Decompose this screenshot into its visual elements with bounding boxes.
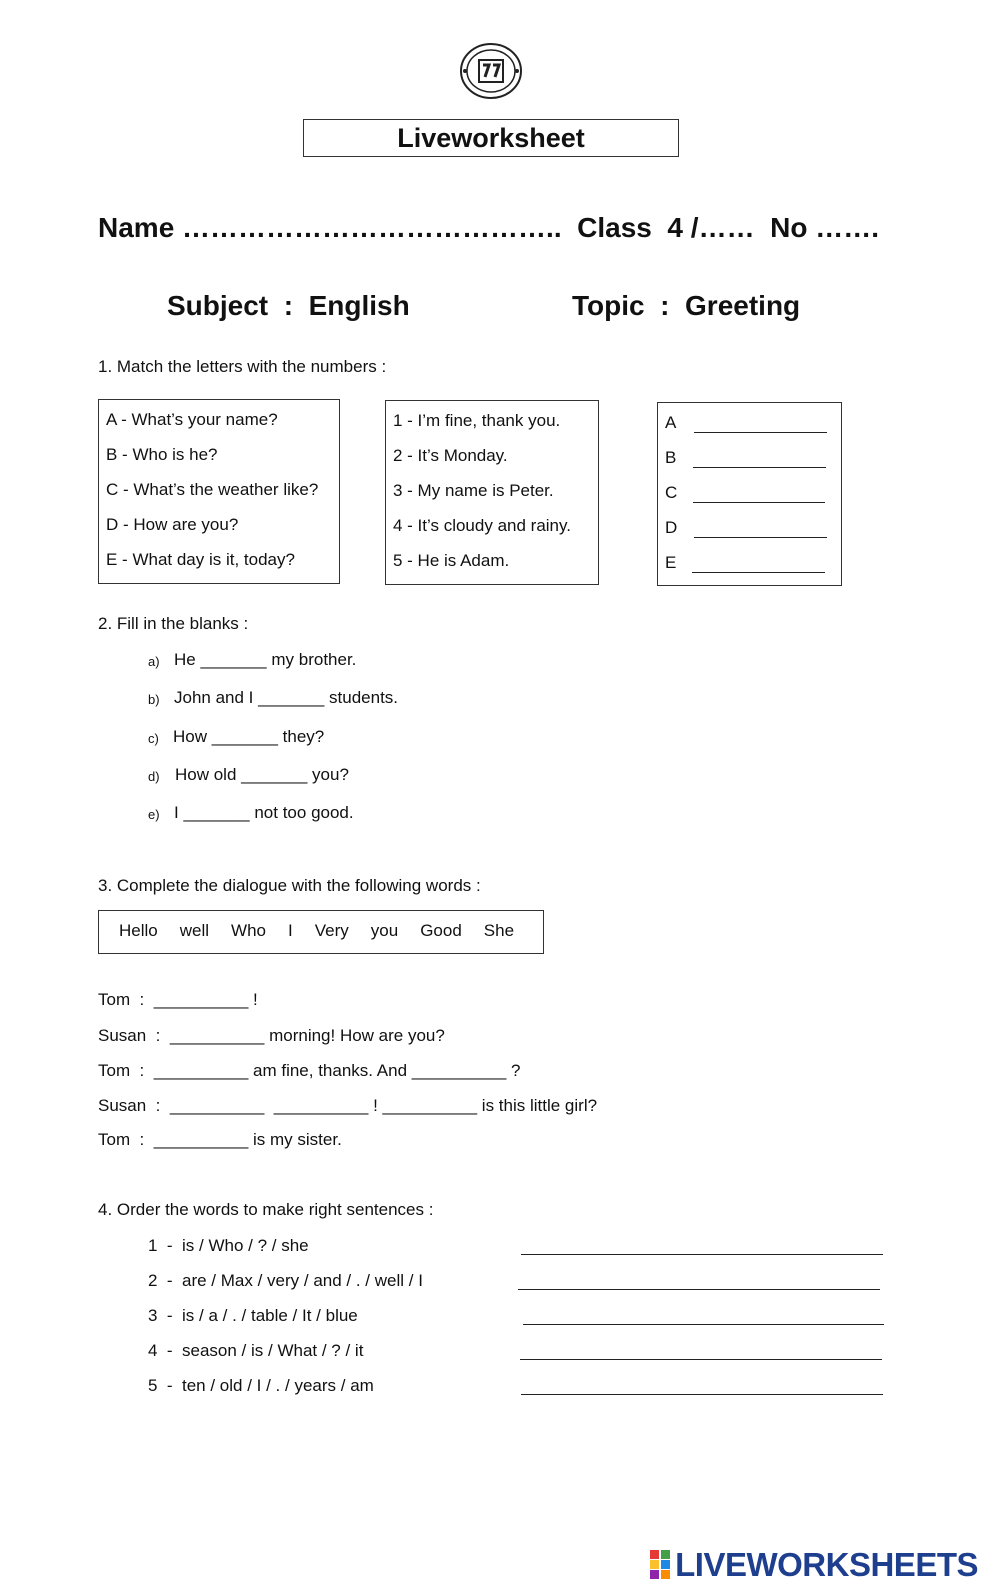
worksheet-title: Liveworksheet	[303, 119, 679, 157]
item-label: d)	[148, 769, 160, 784]
match-blank-a[interactable]	[694, 432, 827, 433]
match-answer-box	[657, 402, 842, 586]
answer-item: 3 - My name is Peter.	[393, 481, 554, 500]
word-bank-item: Who	[231, 921, 267, 940]
word-bank	[98, 910, 544, 954]
subject-label: Subject : English	[167, 290, 410, 321]
order-item: 5 - ten / old / I / . / years / am	[148, 1376, 374, 1395]
fill-blank-sentence[interactable]: He _______ my brother.	[174, 650, 357, 669]
match-letter: E	[665, 553, 677, 572]
word-bank-item: I	[288, 921, 293, 940]
answer-item: 4 - It’s cloudy and rainy.	[393, 516, 571, 535]
dialogue-line[interactable]: Tom : __________ is my sister.	[98, 1130, 342, 1149]
word-bank-item: you	[370, 921, 399, 940]
questions-box	[98, 399, 340, 584]
liveworksheets-brand	[650, 1546, 978, 1584]
name-class-line: Name ………………………………….. Class 4 /…… No …….	[98, 212, 880, 243]
word-bank-item: well	[179, 921, 210, 940]
word-bank-item: Very	[314, 921, 349, 940]
match-blank-b[interactable]	[693, 467, 826, 468]
order-answer-line[interactable]	[518, 1289, 880, 1290]
section3-instruction: 3. Complete the dialogue with the following words :	[98, 876, 481, 895]
order-item: 3 - is / a / . / table / It / blue	[148, 1306, 358, 1325]
dialogue-line[interactable]: Tom : __________ !	[98, 990, 258, 1009]
order-item: 4 - season / is / What / ? / it	[148, 1341, 364, 1360]
dialogue-line[interactable]: Susan : __________ morning! How are you?	[98, 1026, 445, 1045]
item-label: a)	[148, 654, 160, 669]
order-answer-line[interactable]	[523, 1324, 884, 1325]
fill-blank-sentence[interactable]: How old _______ you?	[175, 765, 349, 784]
brand-text: LIVEWORKSHEETS	[675, 1546, 978, 1583]
word-bank-item: She	[483, 921, 515, 940]
question-item: D - How are you?	[106, 515, 239, 534]
section1-instruction: 1. Match the letters with the numbers :	[98, 357, 387, 376]
order-answer-line[interactable]	[521, 1394, 883, 1395]
section2-instruction: 2. Fill in the blanks :	[98, 614, 249, 633]
answers-box	[385, 400, 599, 585]
order-answer-line[interactable]	[521, 1254, 883, 1255]
order-answer-line[interactable]	[520, 1359, 882, 1360]
section4-instruction: 4. Order the words to make right sentences :	[98, 1200, 434, 1219]
dialogue-line[interactable]: Tom : __________ am fine, thanks. And __________ ?	[98, 1061, 521, 1080]
match-letter: C	[665, 483, 678, 502]
school-seal-icon	[460, 43, 522, 99]
question-item: A - What’s your name?	[106, 410, 278, 429]
match-blank-d[interactable]	[694, 537, 827, 538]
answer-item: 1 - I’m fine, thank you.	[393, 411, 561, 430]
match-letter: B	[665, 448, 677, 467]
answer-item: 2 - It’s Monday.	[393, 446, 508, 465]
question-item: E - What day is it, today?	[106, 550, 295, 569]
question-item: B - Who is he?	[106, 445, 218, 464]
question-item: C - What’s the weather like?	[106, 480, 319, 499]
brand-blocks-icon	[650, 1550, 672, 1580]
item-label: e)	[148, 807, 160, 822]
item-label: c)	[148, 731, 159, 746]
answer-item: 5 - He is Adam.	[393, 551, 510, 570]
fill-blank-sentence[interactable]: John and I _______ students.	[174, 688, 399, 707]
word-bank-item: Hello	[119, 921, 158, 940]
match-blank-e[interactable]	[692, 572, 825, 573]
word-bank-item: Good	[420, 921, 462, 940]
item-label: b)	[148, 692, 160, 707]
topic-label: Topic : Greeting	[572, 290, 801, 321]
match-letter: D	[665, 518, 678, 537]
order-item: 2 - are / Max / very / and / . / well / I	[148, 1271, 423, 1290]
match-letter: A	[665, 413, 677, 432]
order-item: 1 - is / Who / ? / she	[148, 1236, 309, 1255]
fill-blank-sentence[interactable]: How _______ they?	[173, 727, 325, 746]
fill-blank-sentence[interactable]: I _______ not too good.	[174, 803, 354, 822]
match-blank-c[interactable]	[693, 502, 825, 503]
dialogue-line[interactable]: Susan : __________ __________ ! __________ is this little girl?	[98, 1096, 598, 1115]
